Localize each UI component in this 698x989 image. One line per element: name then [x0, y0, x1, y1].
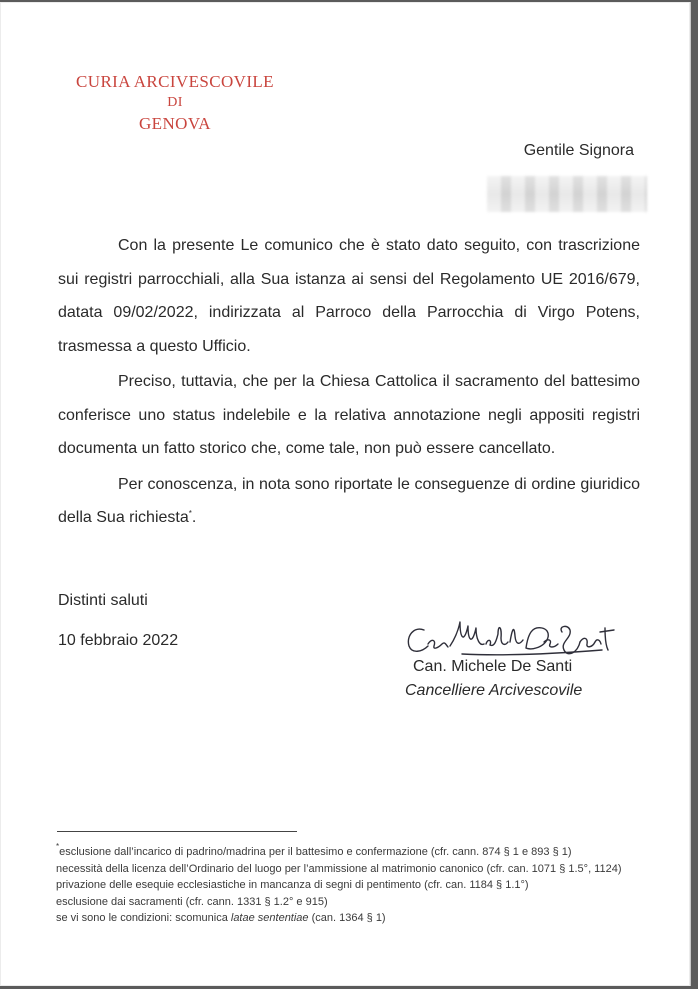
footnote-5-suffix: (can. 1364 § 1) — [308, 912, 386, 925]
footnote-5-prefix: se vi sono le condizioni: scomunica — [56, 912, 231, 925]
footnote-5-italic: latae sententiae — [230, 912, 309, 925]
footnote-2: necessità della licenza dell’Ordinario del luogo per l’ammissione al matrimonio canonico (cfr. can. 1071 § 1.5°, 1124) — [56, 862, 622, 875]
letter-body — [58, 229, 640, 535]
handwritten-signature — [402, 614, 624, 664]
footnote-5 — [56, 910, 646, 927]
letterhead-line-1: CURIA ARCIVESCOVILE — [76, 72, 274, 91]
body-paragraph-2: Preciso, tuttavia, che per la Chiesa Cattolica il sacramento del battesimo conferisce uno status indelebile e la relativa annotazione negli appositi registri documenta un fatto storico che, come tale, non può essere cancellato. — [58, 373, 640, 457]
greeting: Gentile Signora — [523, 142, 634, 159]
letterhead — [66, 71, 284, 135]
body-paragraph-1: Con la presente Le comunico che è stato dato seguito, con trascrizione sui registri parrocchiali, alla Sua istanza ai sensi del Regolamento UE 2016/679, datata 09/02/2022, indirizzata al Parroco della Parrocchia di Virgo Potens, trasmessa a questo Ufficio. — [58, 237, 640, 355]
body-paragraph-3 — [58, 468, 640, 535]
body-paragraph-3-end: . — [191, 509, 197, 526]
signer-role: Cancelliere Arcivescovile — [405, 682, 583, 699]
footnote-divider — [57, 831, 297, 832]
redacted-recipient-name — [487, 176, 647, 212]
body-paragraph-3-text: Per conoscenza, in nota sono riportate le conseguenze di ordine giuridico della Sua richiesta — [58, 475, 640, 526]
footnote-marker: * — [56, 842, 60, 851]
footnote-reference: * — [188, 509, 192, 518]
letterhead-line-3: GENOVA — [139, 114, 211, 133]
letter-date: 10 febbraio 2022 — [58, 632, 179, 649]
letterhead-line-2: DI — [167, 95, 183, 110]
letter-page — [0, 2, 691, 986]
footnotes — [56, 844, 646, 927]
footnote-3: privazione delle esequie ecclesiastiche in mancanza di segni di pentimento (cfr. can. 1184 § 1.1°) — [56, 879, 529, 892]
signer-name: Can. Michele De Santi — [413, 658, 573, 675]
footnote-4: esclusione dai sacramenti (cfr. cann. 1331 § 1.2° e 915) — [56, 895, 328, 908]
footnote-1-text: esclusione dall’incarico di padrino/madrina per il battesimo e confermazione (cfr. cann. 874 § 1 e 893 § 1) — [59, 846, 572, 858]
footnote-1 — [56, 844, 646, 861]
closing-salutation: Distinti saluti — [58, 592, 148, 609]
